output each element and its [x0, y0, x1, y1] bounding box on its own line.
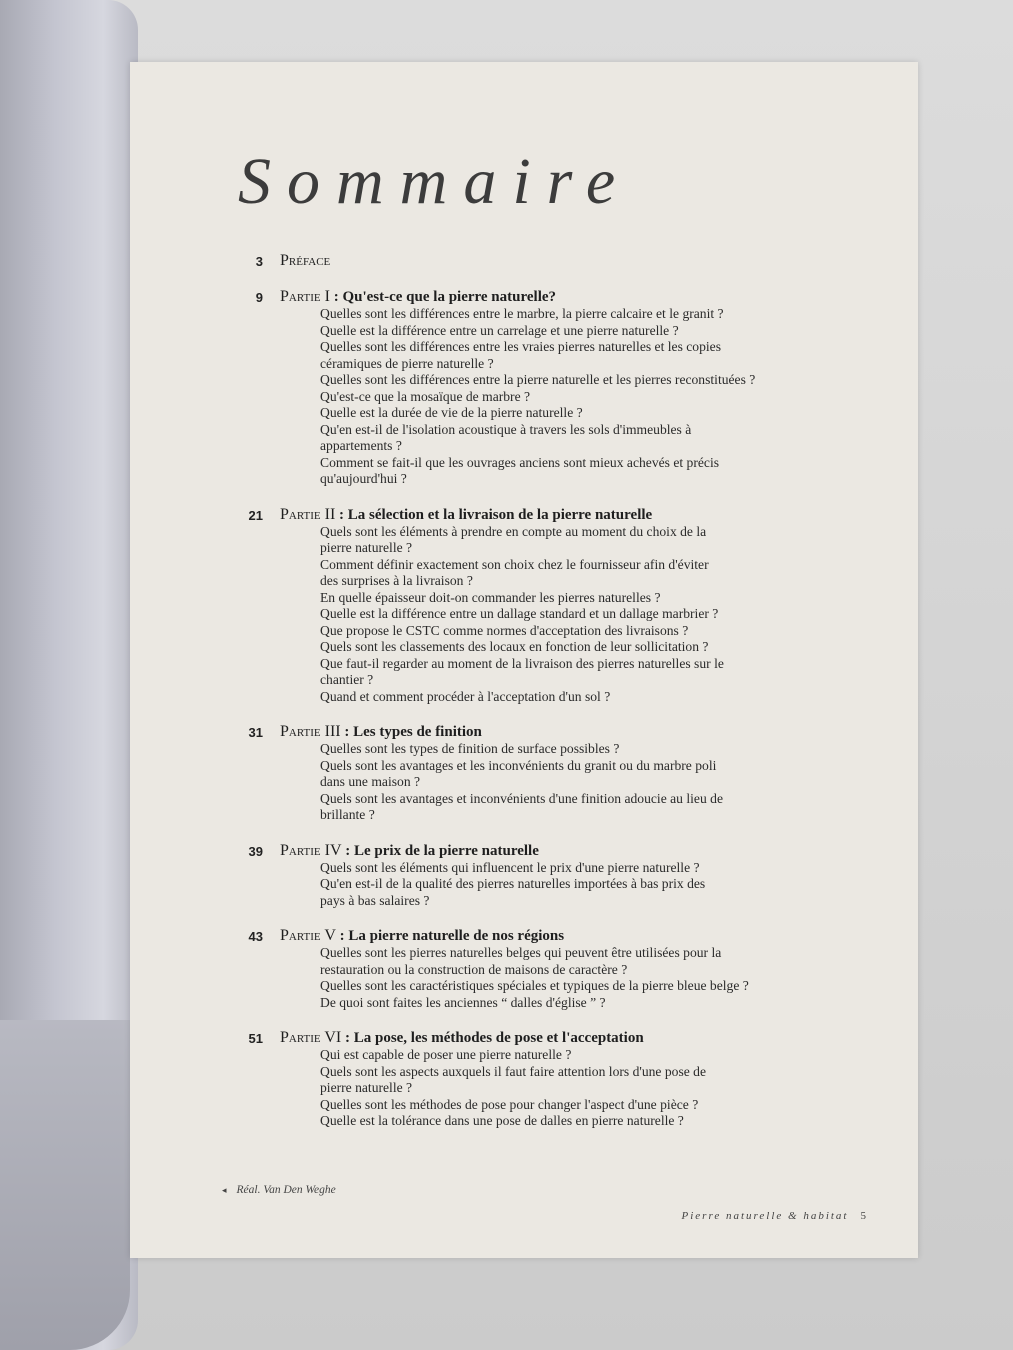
toc-question: Quels sont les éléments qui influencent le prix d'une pierre naturelle ? [320, 859, 700, 875]
toc-question: Qu'en est-il de l'isolation acoustique à travers les sols d'immeubles à [320, 421, 692, 437]
toc-question: qu'aujourd'hui ? [320, 471, 407, 486]
toc-question: Qu'est-ce que la mosaïque de marbre ? [320, 388, 531, 404]
toc-page-number: 39 [248, 843, 263, 859]
toc-part-label: Partie I [280, 288, 330, 305]
toc-question: appartements ? [320, 438, 402, 453]
toc-section [255, 252, 840, 270]
toc-question: dans une maison ? [320, 774, 421, 789]
toc-page-number: 9 [255, 290, 263, 305]
toc-separator: : [335, 928, 349, 944]
toc-part-label: Préface [280, 252, 331, 269]
folio-number: 5 [860, 1210, 866, 1222]
toc-question-list [320, 1047, 840, 1130]
toc-separator: : [335, 506, 348, 523]
toc-part-subject: La pose, les méthodes de pose et l'acceptation [353, 1030, 644, 1046]
toc-part-label: Partie VI [280, 1029, 342, 1046]
toc-question: Qui est capable de poser une pierre naturelle ? [320, 1047, 572, 1062]
toc-question: En quelle épaisseur doit-on commander les pierres naturelles ? [320, 589, 661, 605]
toc-question: pierre naturelle ? [320, 540, 413, 555]
toc-page-number: 21 [248, 507, 263, 523]
toc-question: Quelles sont les différences entre le marbre, la pierre calcaire et le granit ? [320, 306, 724, 321]
toc-question-list [320, 945, 840, 1011]
toc-section-title [280, 506, 840, 524]
toc-question: Quelle est la différence entre un dallage standard et un dallage marbrier ? [320, 606, 719, 621]
toc-question: pierre naturelle ? [320, 1080, 413, 1095]
toc-section [248, 841, 840, 910]
toc-part-label: Partie V [280, 927, 336, 944]
toc-page-number: 43 [248, 929, 263, 944]
toc-question: restauration ou la construction de maisons de caractère ? [320, 961, 628, 977]
toc-question: Quelle est la tolérance dans une pose de dalles en pierre naturelle ? [320, 1113, 684, 1128]
toc-page-number: 51 [248, 1031, 263, 1046]
toc-question: des surprises à la livraison ? [320, 573, 473, 588]
toc-question: Quelles sont les différences entre la pierre naturelle et les pierres reconstituées ? [320, 372, 756, 387]
toc-question: brillante ? [320, 807, 375, 822]
toc-separator: : [340, 724, 354, 740]
toc-part-label: Partie III [280, 723, 341, 740]
toc-question: Quels sont les avantages et inconvénients d'une finition adoucie au lieu de [320, 790, 723, 806]
toc-page-number: 3 [255, 254, 263, 269]
photo-credit [222, 1184, 336, 1196]
toc-question-list [320, 860, 840, 910]
toc-question: Que faut-il regarder au moment de la livraison des pierres naturelles sur le [320, 655, 724, 671]
toc-section-title [280, 1029, 840, 1047]
toc-section-title [280, 723, 840, 741]
toc-question: Quand et comment procéder à l'acceptation d'un sol ? [320, 688, 611, 704]
toc-question: Comment se fait-il que les ouvrages anciens sont mieux achevés et précis [320, 454, 720, 470]
toc-question: Quelles sont les différences entre les vraies pierres naturelles et les copies [320, 339, 721, 354]
toc-question: pays à bas salaires ? [320, 892, 430, 908]
toc-question: Comment définir exactement son choix chez le fournisseur afin d'éviter [320, 556, 709, 572]
toc-section-title [280, 252, 840, 270]
toc-section-title [280, 927, 840, 945]
toc-question: Quelle est la durée de vie de la pierre naturelle ? [320, 405, 583, 420]
toc-section [248, 927, 840, 1011]
toc-section [255, 288, 840, 488]
toc-part-subject: Le prix de la pierre naturelle [354, 842, 539, 859]
toc-separator: : [341, 1030, 354, 1046]
toc-question: Qu'en est-il de la qualité des pierres naturelles importées à bas prix des [320, 876, 706, 891]
toc-question: Quels sont les avantages et les inconvénients du granit ou du marbre poli [320, 757, 717, 773]
toc-part-subject: La pierre naturelle de nos régions [348, 928, 565, 944]
document-page [130, 62, 918, 1258]
table-of-contents [248, 252, 840, 1148]
toc-question: chantier ? [320, 672, 374, 687]
credit-text: Réal. Van Den Weghe [236, 1184, 336, 1196]
toc-question: Quels sont les éléments à prendre en compte au moment du choix de la [320, 523, 707, 539]
toc-page-number: 31 [248, 725, 263, 740]
toc-question: Quelle est la différence entre un carrelage et une pierre naturelle ? [320, 322, 679, 338]
running-footer [682, 1210, 866, 1222]
toc-question-list [320, 524, 840, 706]
toc-part-subject: Les types de finition [353, 724, 482, 740]
book-page-curl [0, 1020, 130, 1350]
toc-question: De quoi sont faites les anciennes “ dalles d'église ” ? [320, 994, 606, 1010]
toc-section-title [280, 842, 840, 860]
toc-separator: : [329, 289, 343, 305]
toc-question: céramiques de pierre naturelle ? [320, 355, 494, 371]
toc-section [248, 723, 840, 824]
toc-question: Quelles sont les méthodes de pose pour changer l'aspect d'une pièce ? [320, 1096, 699, 1112]
toc-question: Quelles sont les caractéristiques spéciales et typiques de la pierre bleue belge ? [320, 978, 749, 993]
toc-separator: : [341, 842, 355, 859]
toc-question: Quelles sont les types de finition de surface possibles ? [320, 741, 620, 756]
toc-part-subject: Qu'est-ce que la pierre naturelle? [342, 289, 557, 305]
toc-section [248, 505, 840, 706]
toc-part-label: Partie II [280, 505, 336, 523]
toc-question-list [320, 306, 840, 488]
toc-part-label: Partie IV [280, 841, 342, 859]
toc-section-title [280, 288, 840, 306]
toc-part-subject: La sélection et la livraison de la pierre naturelle [347, 506, 653, 523]
toc-section [248, 1029, 840, 1130]
toc-question: Quels sont les classements des locaux en fonction de leur sollicitation ? [320, 639, 709, 654]
page-title: Sommaire [238, 145, 632, 218]
toc-question: Quelles sont les pierres naturelles belges qui peuvent être utilisées pour la [320, 945, 722, 960]
toc-question-list [320, 741, 840, 824]
left-arrow-icon: ◂ [222, 1185, 227, 1195]
toc-question: Quels sont les aspects auxquels il faut faire attention lors d'une pose de [320, 1063, 706, 1079]
running-head-text: Pierre naturelle & habitat [681, 1210, 849, 1222]
toc-question: Que propose le CSTC comme normes d'acceptation des livraisons ? [320, 622, 689, 638]
